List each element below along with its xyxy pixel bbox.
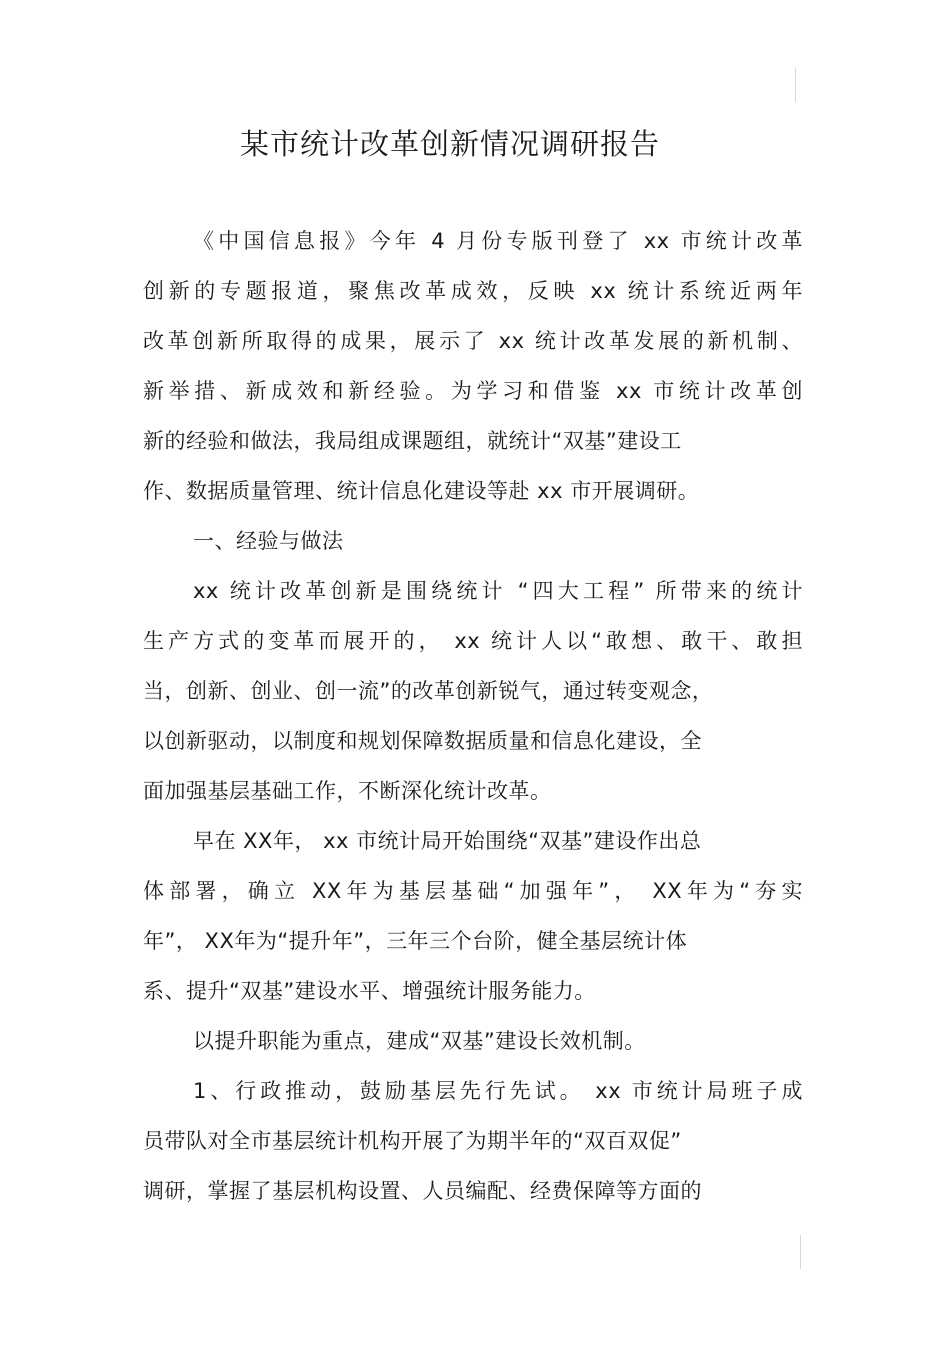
- text-line-1: 《中国信息报》今年 4 月份专版刊登了 xx 市统计改革: [193, 229, 803, 253]
- text-line-17: 以提升职能为重点，建成“双基”建设长效机制。: [193, 1029, 646, 1053]
- text-line-9: 生产方式的变革而展开的， xx 统计人以“敢想、敢干、敢担: [143, 629, 803, 653]
- text-line-3: 改革创新所取得的成果，展示了 xx 统计改革发展的新机制、: [143, 329, 803, 353]
- text-line-6: 作、数据质量管理、统计信息化建设等赴 xx 市开展调研。: [143, 479, 700, 503]
- document-title: 某市统计改革创新情况调研报告: [239, 127, 660, 161]
- crop-mark-top: [795, 68, 796, 102]
- text-line-14: 体部署，确立 XX年为基层基础“加强年”， XX年为“夯实: [143, 879, 803, 903]
- text-line-20: 调研，掌握了基层机构设置、人员编配、经费保障等方面的: [143, 1179, 702, 1203]
- text-line-16: 系、提升“双基”建设水平、增强统计服务能力。: [143, 979, 596, 1003]
- text-line-8: xx 统计改革创新是围绕统计 “四大工程” 所带来的统计: [193, 579, 803, 603]
- text-line-5: 新的经验和做法，我局组成课题组，就统计“双基”建设工: [143, 429, 682, 453]
- section-heading: 一、经验与做法: [193, 529, 344, 553]
- text-line-4: 新举措、新成效和新经验。为学习和借鉴 xx 市统计改革创: [143, 379, 803, 403]
- text-line-10: 当，创新、创业、创一流”的改革创新锐气，通过转变观念，: [143, 679, 714, 703]
- crop-mark-bottom: [800, 1235, 801, 1269]
- text-line-19: 员带队对全市基层统计机构开展了为期半年的“双百双促”: [143, 1129, 682, 1153]
- text-line-13: 早在 XX年， xx 市统计局开始围绕“双基”建设作出总: [193, 829, 702, 853]
- text-line-12: 面加强基层基础工作，不断深化统计改革。: [143, 779, 552, 803]
- text-line-2: 创新的专题报道，聚焦改革成效，反映 xx 统计系统近两年: [143, 279, 803, 303]
- text-line-11: 以创新驱动，以制度和规划保障数据质量和信息化建设，全: [143, 729, 702, 753]
- text-line-15: 年”， XX年为“提升年”，三年三个台阶，健全基层统计体: [143, 929, 688, 953]
- text-line-18: 1、行政推动，鼓励基层先行先试。 xx 市统计局班子成: [193, 1079, 803, 1103]
